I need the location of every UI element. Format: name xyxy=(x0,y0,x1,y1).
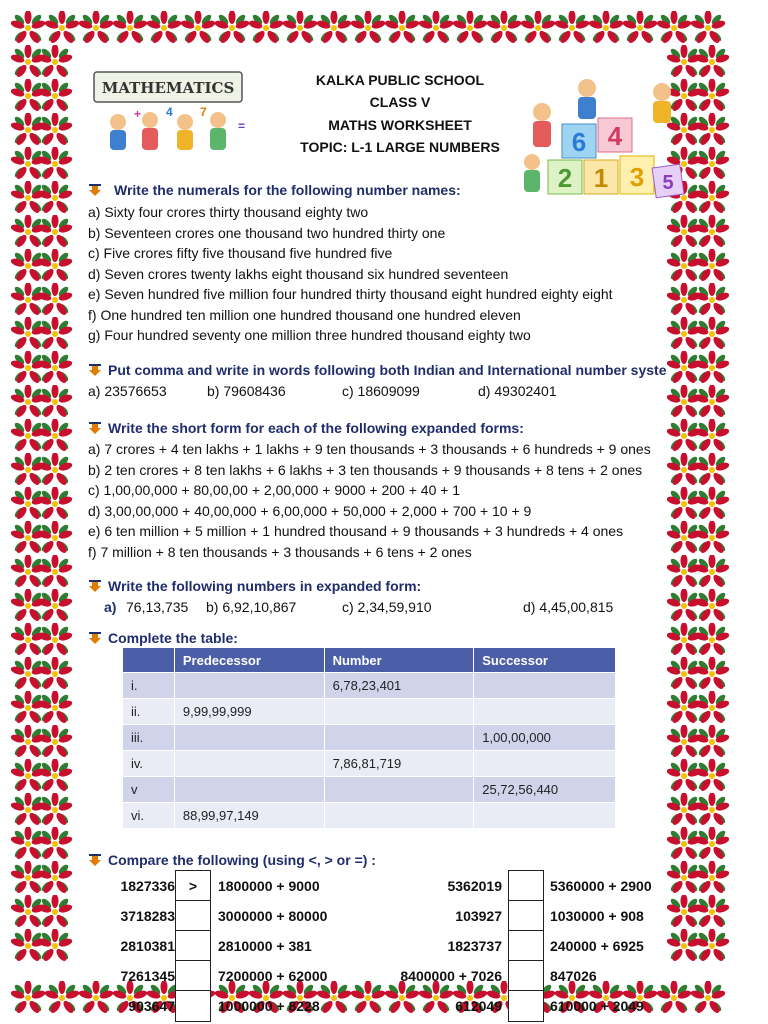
table-cell: vi. xyxy=(123,803,175,829)
compare-left-b: 1800000 + 9000 xyxy=(218,878,320,894)
arrow-down-icon xyxy=(88,421,102,435)
poinsettia-icon xyxy=(691,981,725,1015)
s1-item: e) Seven hundred five million four hundred thirty thousand eight hundred eighty eight xyxy=(88,286,613,302)
s4-item-c: c) 2,34,59,910 xyxy=(342,599,432,615)
poinsettia-icon xyxy=(38,215,72,249)
poinsettia-icon xyxy=(11,11,45,45)
poinsettia-icon xyxy=(38,181,72,215)
compare-left-a: 903647 xyxy=(128,998,175,1014)
poinsettia-icon xyxy=(695,215,729,249)
compare-right-b: 1030000 + 908 xyxy=(550,908,644,924)
poinsettia-icon xyxy=(38,555,72,589)
poinsettia-icon xyxy=(38,249,72,283)
poinsettia-icon xyxy=(215,11,249,45)
table-row xyxy=(123,673,616,699)
poinsettia-icon xyxy=(38,521,72,555)
compare-left-box[interactable] xyxy=(175,990,211,1022)
poinsettia-icon xyxy=(695,147,729,181)
s3-item: f) 7 million + 8 ten thousands + 3 thousands + 6 tens + 2 ones xyxy=(88,543,472,560)
compare-right-box[interactable] xyxy=(508,930,544,962)
s2-item-c: c) 18609099 xyxy=(342,383,420,399)
poinsettia-icon xyxy=(38,827,72,861)
table-cell xyxy=(324,699,474,725)
block-5: 5 xyxy=(662,172,674,194)
table-header-cell: Number xyxy=(324,648,474,673)
arrow-down-icon xyxy=(88,631,102,645)
arrow-down-icon xyxy=(88,363,102,377)
s1-item: g) Four hundred seventy one million three hundred thousand eighty two xyxy=(88,327,531,343)
school-name: KALKA PUBLIC SCHOOL xyxy=(315,72,485,88)
s1-item: c) Five crores fifty five thousand five hundred five xyxy=(88,245,393,261)
arrow-down-icon xyxy=(88,853,102,867)
worksheet-title: MATHS WORKSHEET xyxy=(328,117,472,133)
section3-title: Write the short form for each of the following expanded forms: xyxy=(88,420,524,436)
table-cell: ii. xyxy=(123,699,175,725)
s4-item-b: b) 6,92,10,867 xyxy=(206,599,297,615)
poinsettia-icon xyxy=(38,147,72,181)
poinsettia-icon xyxy=(657,11,691,45)
s3-item: b) 2 ten crores + 8 ten lakhs + 6 lakhs + 3 ten thousands + 9 thousands + 8 tens + 2 ones xyxy=(88,461,643,478)
table-row xyxy=(123,777,616,803)
poinsettia-icon xyxy=(695,113,729,147)
table-cell: 88,99,97,149 xyxy=(174,803,324,829)
poinsettia-icon xyxy=(589,11,623,45)
poinsettia-icon xyxy=(695,317,729,351)
table-header-cell: Successor xyxy=(474,648,616,673)
s2-item-d: d) 49302401 xyxy=(478,383,557,399)
poinsettia-icon xyxy=(695,827,729,861)
table-row xyxy=(123,751,616,777)
poinsettia-icon xyxy=(695,895,729,929)
class-label: CLASS V xyxy=(369,94,431,110)
poinsettia-icon xyxy=(623,11,657,45)
poinsettia-icon xyxy=(38,487,72,521)
poinsettia-icon xyxy=(38,793,72,827)
logo-text: MATHEMATICS xyxy=(101,79,235,97)
table-cell: 6,78,23,401 xyxy=(324,673,474,699)
compare-right-a: 5362019 xyxy=(447,878,502,894)
poinsettia-icon xyxy=(79,11,113,45)
poinsettia-icon xyxy=(38,113,72,147)
compare-left-box[interactable] xyxy=(175,960,211,992)
poinsettia-icon xyxy=(38,283,72,317)
s4-label-a: a) xyxy=(104,599,117,615)
block-2: 2 xyxy=(557,163,573,193)
s1-item: b) Seventeen crores one thousand two hundred thirty one xyxy=(88,224,446,241)
poinsettia-icon xyxy=(38,79,72,113)
section6-title: Compare the following (using <, > or =) : xyxy=(88,852,376,868)
poinsettia-icon xyxy=(38,589,72,623)
section1-title: Write the numerals for the following number names: xyxy=(88,182,461,198)
poinsettia-icon xyxy=(38,351,72,385)
poinsettia-icon xyxy=(419,11,453,45)
table-header-cell xyxy=(123,648,175,673)
poinsettia-icon xyxy=(38,317,72,351)
compare-right-b: 240000 + 6925 xyxy=(550,938,644,954)
compare-left-box[interactable] xyxy=(175,930,211,962)
poinsettia-icon xyxy=(695,793,729,827)
s4-item-d: d) 4,45,00,815 xyxy=(523,599,614,615)
compare-right-box[interactable] xyxy=(508,900,544,932)
arrow-down-icon xyxy=(88,183,102,197)
complete-table xyxy=(122,647,616,829)
poinsettia-icon xyxy=(695,487,729,521)
poinsettia-icon xyxy=(351,11,385,45)
svg-text:4: 4 xyxy=(166,105,173,119)
table-cell xyxy=(474,803,616,829)
table-cell xyxy=(474,699,616,725)
table-cell: i. xyxy=(123,673,175,699)
poinsettia-icon xyxy=(691,11,725,45)
svg-text:=: = xyxy=(238,119,246,133)
poinsettia-icon xyxy=(695,725,729,759)
poinsettia-icon xyxy=(11,981,45,1015)
poinsettia-icon xyxy=(38,45,72,79)
section2-title: Put comma and write in words following both Indian and International number syste xyxy=(88,362,667,378)
poinsettia-icon xyxy=(453,11,487,45)
compare-right-box[interactable] xyxy=(508,960,544,992)
poinsettia-icon xyxy=(113,11,147,45)
poinsettia-icon xyxy=(45,981,79,1015)
poinsettia-icon xyxy=(695,759,729,793)
poinsettia-icon xyxy=(695,385,729,419)
table-cell: 25,72,56,440 xyxy=(474,777,616,803)
poinsettia-icon xyxy=(38,623,72,657)
compare-left-box[interactable] xyxy=(175,900,211,932)
table-cell xyxy=(174,673,324,699)
s2-item-b: b) 79608436 xyxy=(207,383,286,399)
section4-title: Write the following numbers in expanded form: xyxy=(88,578,421,594)
table-cell: v xyxy=(123,777,175,803)
poinsettia-icon xyxy=(38,419,72,453)
poinsettia-icon xyxy=(38,895,72,929)
poinsettia-icon xyxy=(695,657,729,691)
poinsettia-icon xyxy=(695,45,729,79)
poinsettia-icon xyxy=(695,453,729,487)
table-cell: 1,00,00,000 xyxy=(474,725,616,751)
compare-left-a: 7261345 xyxy=(120,968,175,984)
poinsettia-icon xyxy=(695,861,729,895)
poinsettia-icon xyxy=(695,419,729,453)
compare-left-a: 1827336 xyxy=(120,878,175,894)
poinsettia-icon xyxy=(695,181,729,215)
table-cell xyxy=(324,777,474,803)
compare-right-box[interactable] xyxy=(508,870,544,902)
svg-text:+: + xyxy=(134,107,142,121)
poinsettia-icon xyxy=(695,623,729,657)
block-6: 6 xyxy=(571,127,587,157)
topic-title: TOPIC: L-1 LARGE NUMBERS xyxy=(300,139,500,155)
poinsettia-icon xyxy=(695,929,729,963)
table-cell: 7,86,81,719 xyxy=(324,751,474,777)
table-cell xyxy=(174,751,324,777)
block-4: 4 xyxy=(607,121,623,151)
table-cell xyxy=(174,777,324,803)
table-cell: iii. xyxy=(123,725,175,751)
compare-left-b: 3000000 + 80000 xyxy=(218,908,328,924)
compare-left-a: 2810381 xyxy=(120,938,175,954)
poinsettia-icon xyxy=(695,79,729,113)
compare-left-b: 2810000 + 381 xyxy=(218,938,312,954)
compare-right-a: 612049 xyxy=(455,998,502,1014)
poinsettia-icon xyxy=(147,11,181,45)
poinsettia-icon xyxy=(695,351,729,385)
table-row xyxy=(123,725,616,751)
s3-item: d) 3,00,00,000 + 40,00,000 + 6,00,000 + 50,000 + 2,000 + 700 + 10 + 9 xyxy=(88,502,532,519)
s1-item: a) Sixty four crores thirty thousand eighty two xyxy=(88,204,369,220)
poinsettia-icon xyxy=(38,725,72,759)
poinsettia-icon xyxy=(283,11,317,45)
compare-left-a: 3718283 xyxy=(120,908,175,924)
poinsettia-icon xyxy=(38,657,72,691)
poinsettia-icon xyxy=(38,861,72,895)
poinsettia-icon xyxy=(38,759,72,793)
compare-right-b: 847026 xyxy=(550,968,597,984)
poinsettia-icon xyxy=(695,283,729,317)
table-cell xyxy=(174,725,324,751)
poinsettia-icon xyxy=(487,11,521,45)
number-blocks-illustration xyxy=(512,72,690,200)
s3-item: c) 1,00,00,000 + 80,00,00 + 2,00,000 + 9000 + 200 + 40 + 1 xyxy=(88,482,461,498)
poinsettia-icon xyxy=(695,589,729,623)
compare-left-box[interactable]: > xyxy=(175,870,211,902)
poinsettia-icon xyxy=(317,11,351,45)
s3-item: e) 6 ten million + 5 million + 1 hundred thousand + 9 thousands + 3 hundreds + 4 ones xyxy=(88,523,624,539)
s3-item: a) 7 crores + 4 ten lakhs + 1 lakhs + 9 ten thousands + 3 thousands + 6 hundreds + 9 ones xyxy=(88,441,651,457)
compare-right-a: 1823737 xyxy=(447,938,502,954)
compare-right-b: 610000 + 2049 xyxy=(550,998,644,1014)
table-cell xyxy=(474,751,616,777)
table-cell: 9,99,99,999 xyxy=(174,699,324,725)
poinsettia-icon xyxy=(695,691,729,725)
poinsettia-icon xyxy=(385,11,419,45)
table-row xyxy=(123,803,616,829)
poinsettia-icon xyxy=(249,11,283,45)
poinsettia-icon xyxy=(38,929,72,963)
block-1: 1 xyxy=(593,163,609,193)
table-header-cell: Predecessor xyxy=(174,648,324,673)
table-cell: iv. xyxy=(123,751,175,777)
poinsettia-icon xyxy=(38,385,72,419)
compare-left-b: 7200000 + 62000 xyxy=(218,968,328,984)
table-cell xyxy=(324,725,474,751)
s2-item-a: a) 23576653 xyxy=(88,383,167,399)
compare-right-b: 5360000 + 2900 xyxy=(550,878,652,894)
compare-left-b: 1000000 + 8228 xyxy=(218,998,320,1014)
poinsettia-icon xyxy=(695,521,729,555)
table-cell xyxy=(474,673,616,699)
block-3: 3 xyxy=(629,162,645,192)
compare-right-a: 103927 xyxy=(455,908,502,924)
svg-text:7: 7 xyxy=(200,105,207,119)
table-row xyxy=(123,699,616,725)
s4-item-a: 76,13,735 xyxy=(126,599,189,615)
poinsettia-icon xyxy=(555,11,589,45)
poinsettia-icon xyxy=(695,249,729,283)
arrow-down-icon xyxy=(88,579,102,593)
poinsettia-icon xyxy=(181,11,215,45)
section5-title: Complete the table: xyxy=(88,630,238,646)
poinsettia-icon xyxy=(38,691,72,725)
poinsettia-icon xyxy=(38,453,72,487)
s1-item: d) Seven crores twenty lakhs eight thousand six hundred seventeen xyxy=(88,265,509,282)
poinsettia-icon xyxy=(45,11,79,45)
compare-right-box[interactable] xyxy=(508,990,544,1022)
compare-right-a: 8400000 + 7026 xyxy=(400,968,502,984)
poinsettia-icon xyxy=(695,555,729,589)
s1-item: f) One hundred ten million one hundred thousand one hundred eleven xyxy=(88,306,521,323)
worksheet xyxy=(80,60,690,1024)
table-cell xyxy=(324,803,474,829)
poinsettia-icon xyxy=(521,11,555,45)
